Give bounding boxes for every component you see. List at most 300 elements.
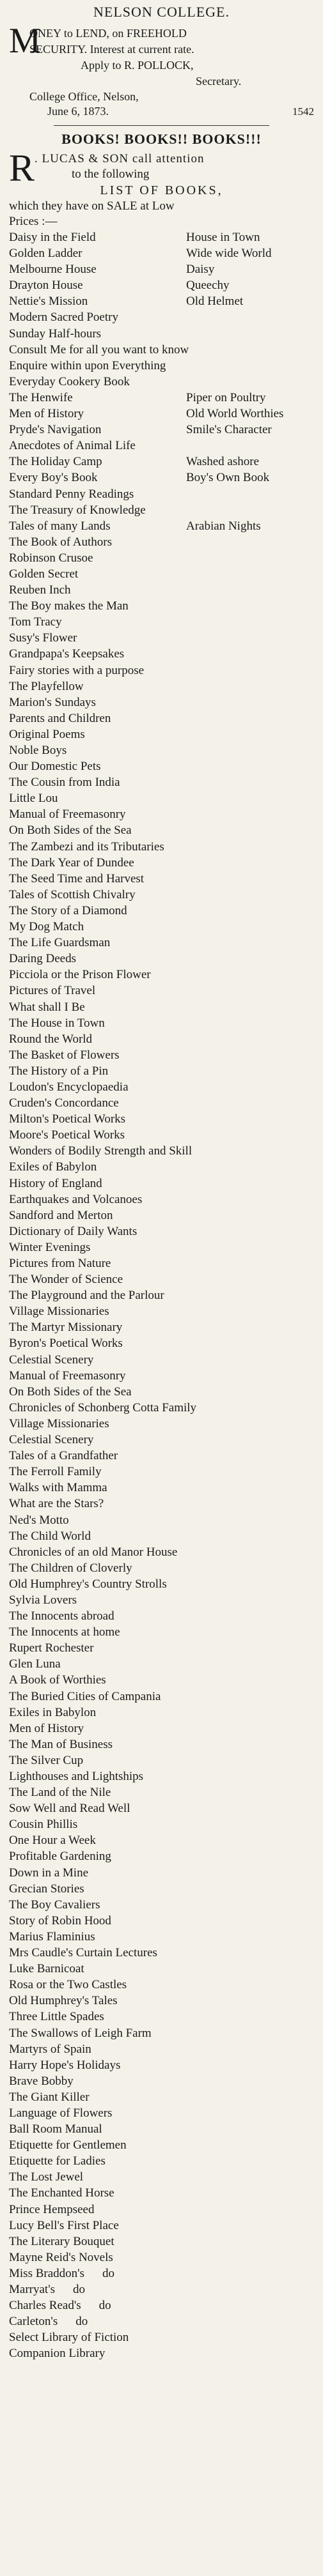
- list-item: [9, 2009, 314, 2025]
- book-title: Ball Room Manual: [9, 2122, 102, 2136]
- list-item: [9, 1736, 314, 1752]
- list-item: [9, 710, 314, 726]
- list-item: [9, 1961, 314, 1977]
- list-item: [9, 1512, 314, 1528]
- college-advertisement: [9, 4, 314, 119]
- list-item: [9, 342, 314, 358]
- book-title: Cousin Phillis: [9, 1818, 78, 1832]
- list-item: [9, 646, 314, 662]
- book-title: The Playground and the Parlour: [9, 1289, 164, 1303]
- list-item: [9, 935, 314, 951]
- book-title: Fairy stories with a purpose: [9, 663, 145, 677]
- book-title-second: Arabian Nights: [186, 519, 261, 533]
- list-item: [9, 2169, 314, 2185]
- list-item: [9, 1271, 314, 1287]
- book-title: Brave Bobby: [9, 2074, 74, 2088]
- book-title: The Innocents at home: [9, 1625, 120, 1639]
- list-item: [9, 1528, 314, 1544]
- book-title: Earthquakes and Volcanoes: [9, 1192, 143, 1206]
- list-item: [9, 358, 314, 374]
- list-item: [9, 1592, 314, 1608]
- list-item: [9, 502, 314, 518]
- book-title: Glen Luna: [9, 1657, 61, 1671]
- list-item: [9, 1496, 314, 1512]
- book-title: Martyrs of Spain: [9, 2042, 91, 2056]
- list-item: [9, 887, 314, 903]
- book-title: Round the World: [9, 1032, 93, 1046]
- list-item: [9, 1608, 314, 1624]
- list-item: [9, 758, 314, 774]
- book-title: Charles Read's: [9, 2299, 81, 2313]
- college-heading: NELSON COLLEGE.: [93, 4, 230, 20]
- list-item: [9, 1576, 314, 1592]
- book-title: Susy's Flower: [9, 631, 77, 645]
- list-item: [9, 1544, 314, 1560]
- list-item: [9, 1656, 314, 1672]
- book-title: What are the Stars?: [9, 1497, 104, 1511]
- book-title: Dictionary of Daily Wants: [9, 1224, 138, 1238]
- book-title: One Hour a Week: [9, 1834, 96, 1848]
- book-title: Etiquette for Ladies: [9, 2154, 106, 2168]
- book-title-second: Piper on Poultry: [186, 390, 266, 404]
- book-title: What shall I Be: [9, 1000, 85, 1014]
- list-item: [9, 1143, 314, 1159]
- list-item: [9, 598, 314, 614]
- loan-line-2: SECURITY. Interest at current rate.: [29, 43, 194, 56]
- list-item: [9, 2266, 314, 2281]
- list-item: [9, 486, 314, 502]
- book-title: Sandford and Merton: [9, 1208, 113, 1222]
- list-item: [9, 470, 314, 486]
- list-item: [9, 454, 314, 470]
- list-item: [9, 1239, 314, 1255]
- book-title: Noble Boys: [9, 744, 67, 757]
- book-title: Marion's Sundays: [9, 695, 96, 709]
- book-title: Celestial Scenery: [9, 1353, 94, 1367]
- list-item: [9, 1993, 314, 2009]
- list-item: [9, 550, 314, 566]
- list-item: [9, 1127, 314, 1143]
- list-item: [9, 1400, 314, 1416]
- list-item: [9, 2041, 314, 2057]
- loan-notice: [9, 21, 314, 89]
- list-item: [9, 1480, 314, 1496]
- lead-line-2: to the following: [72, 167, 150, 181]
- book-title: The Cousin from India: [9, 776, 120, 790]
- book-title: On Both Sides of the Sea: [9, 1384, 132, 1399]
- book-title: Our Domestic Pets: [9, 760, 101, 774]
- list-item: [9, 839, 314, 855]
- list-item: [9, 566, 314, 582]
- list-item: [9, 694, 314, 710]
- list-item: [9, 2250, 314, 2266]
- list-item: [9, 806, 314, 822]
- date-line: June 6, 1873.: [47, 105, 109, 118]
- book-title: Manual of Freemasonry: [9, 1368, 126, 1383]
- book-title: The Zambezi and its Tributaries: [9, 839, 164, 854]
- book-title: Marius Flaminius: [9, 1929, 95, 1943]
- book-title: Pictures from Nature: [9, 1257, 111, 1270]
- book-title: Etiquette for Gentlemen: [9, 2138, 127, 2152]
- list-item: [9, 1319, 314, 1335]
- book-title: The Dark Year of Dundee: [9, 855, 134, 870]
- list-item: [9, 1721, 314, 1736]
- list-item: [9, 261, 314, 277]
- book-title: The Man of Business: [9, 1737, 113, 1751]
- list-item: [9, 1079, 314, 1095]
- book-title: Walks with Mamma: [9, 1481, 107, 1495]
- list-item: [9, 2057, 314, 2073]
- book-title: The House in Town: [9, 1016, 105, 1030]
- book-title-second: Boy's Own Book: [186, 471, 270, 485]
- book-title: The Child World: [9, 1529, 91, 1543]
- list-item: [9, 614, 314, 630]
- list-item: [9, 229, 314, 245]
- list-item: [9, 1848, 314, 1864]
- list-item: [9, 2281, 314, 2297]
- list-item: [9, 277, 314, 293]
- list-item: [9, 438, 314, 454]
- book-title: Three Little Spades: [9, 2010, 104, 2024]
- list-item: [9, 999, 314, 1015]
- list-item: [9, 951, 314, 967]
- list-item: [9, 822, 314, 838]
- book-title: The Land of the Nile: [9, 1786, 111, 1800]
- book-title: Golden Secret: [9, 567, 79, 581]
- book-title-second: Washed ashore: [186, 455, 260, 469]
- list-item: [9, 1768, 314, 1784]
- list-item: [9, 742, 314, 758]
- section-divider: [54, 125, 269, 126]
- book-title: The Wonder of Science: [9, 1273, 123, 1287]
- book-title: Every Boy's Book: [9, 471, 98, 485]
- intro-text: [9, 199, 314, 229]
- ditto-mark: do: [75, 2315, 88, 2329]
- book-title: Moore's Poetical Works: [9, 1128, 125, 1142]
- list-item: [9, 1832, 314, 1848]
- book-title: Manual of Freemasonry: [9, 808, 126, 822]
- book-title-second: Wide wide World: [186, 247, 272, 261]
- book-title: Daring Deeds: [9, 952, 76, 966]
- list-item: [9, 326, 314, 342]
- book-title: The Silver Cup: [9, 1753, 84, 1767]
- book-title: Enquire within upon Everything: [9, 358, 166, 372]
- book-title: Robinson Crusoe: [9, 551, 93, 565]
- book-title-second: Smile's Character: [186, 423, 272, 437]
- book-title: Rupert Rochester: [9, 1641, 94, 1655]
- list-item: [9, 1416, 314, 1432]
- book-title: A Book of Worthies: [9, 1673, 106, 1687]
- office-line: College Office, Nelson,: [29, 90, 139, 103]
- list-item: [9, 2297, 314, 2313]
- book-title: The Lost Jewel: [9, 2170, 84, 2184]
- book-title: Consult Me for all you want to know: [9, 342, 189, 356]
- book-title: The Story of a Diamond: [9, 903, 127, 917]
- book-title: Exiles of Babylon: [9, 1160, 97, 1174]
- book-title: Mayne Reid's Novels: [9, 2250, 113, 2264]
- ditto-mark: do: [73, 2283, 86, 2296]
- book-title: Lucy Bell's First Place: [9, 2218, 119, 2232]
- list-item: [9, 1705, 314, 1721]
- list-item: [9, 2153, 314, 2169]
- list-item: [9, 1897, 314, 1913]
- list-item: [9, 1192, 314, 1208]
- list-item: [9, 2202, 314, 2218]
- book-title: The Treasury of Knowledge: [9, 503, 146, 517]
- book-title: Ned's Motto: [9, 1513, 69, 1527]
- list-item: [9, 1624, 314, 1640]
- list-item: [9, 1913, 314, 1929]
- book-title: Sunday Half-hours: [9, 326, 102, 341]
- book-title: Nettie's Mission: [9, 295, 88, 309]
- book-title: The Swallows of Leigh Farm: [9, 2026, 152, 2040]
- list-item: [9, 1015, 314, 1031]
- loan-line-1: ONEY to LEND, on FREEHOLD: [29, 27, 187, 40]
- book-title: Men of History: [9, 1721, 84, 1735]
- list-item: [9, 630, 314, 646]
- list-item: [9, 1111, 314, 1127]
- ditto-mark: do: [98, 2299, 111, 2313]
- list-item: [9, 919, 314, 935]
- list-item: [9, 2073, 314, 2089]
- list-item: [9, 967, 314, 983]
- book-title: The Book of Authors: [9, 535, 112, 549]
- ditto-mark: do: [102, 2266, 114, 2280]
- list-item: [9, 871, 314, 887]
- list-item: [9, 2185, 314, 2201]
- list-item: [9, 983, 314, 999]
- list-item: [9, 374, 314, 390]
- books-advertisement: [9, 131, 314, 2361]
- book-title: Companion Library: [9, 2347, 106, 2361]
- list-item: [9, 1384, 314, 1400]
- list-item: [9, 1464, 314, 1480]
- list-item: [9, 1432, 314, 1448]
- book-title: Original Poems: [9, 727, 85, 741]
- book-title: Select Library of Fiction: [9, 2331, 129, 2345]
- list-item: [9, 1945, 314, 1961]
- book-title: Standard Penny Readings: [9, 487, 134, 501]
- book-title: Celestial Scenery: [9, 1433, 94, 1447]
- list-item: [9, 2025, 314, 2041]
- book-title: The History of a Pin: [9, 1064, 109, 1078]
- lucas-lead: [9, 147, 314, 189]
- list-item: [9, 309, 314, 325]
- list-item: [9, 2137, 314, 2153]
- list-item: [9, 1929, 314, 1945]
- book-title: Village Missionaries: [9, 1416, 109, 1430]
- book-title: Miss Braddon's: [9, 2266, 84, 2280]
- list-item: [9, 2121, 314, 2137]
- list-item: [9, 1208, 314, 1223]
- book-title: Chronicles of an old Manor House: [9, 1545, 178, 1559]
- book-title: Winter Evenings: [9, 1240, 91, 1254]
- lead-line-1: . LUCAS & SON call attention: [35, 152, 205, 165]
- list-item: [9, 2105, 314, 2121]
- book-title: Grandpapa's Keepsakes: [9, 647, 125, 661]
- list-item: [9, 2234, 314, 2250]
- book-title: The Boy makes the Man: [9, 599, 129, 613]
- book-title: Village Missionaries: [9, 1305, 109, 1319]
- book-title: Tales of a Grandfather: [9, 1449, 118, 1463]
- list-item: [9, 582, 314, 598]
- book-title: Anecdotes of Animal Life: [9, 439, 136, 453]
- book-title: Story of Robin Hood: [9, 1913, 111, 1928]
- list-item: [9, 1047, 314, 1063]
- book-title: Tales of Scottish Chivalry: [9, 887, 136, 901]
- list-item: [9, 1223, 314, 1239]
- list-item: [9, 1640, 314, 1656]
- list-item: [9, 1031, 314, 1047]
- ad-number: 1542: [292, 105, 314, 118]
- book-title: Golden Ladder: [9, 247, 83, 261]
- book-title: Daisy in the Field: [9, 231, 96, 244]
- list-item: [9, 2329, 314, 2345]
- list-item: [9, 1352, 314, 1368]
- list-item: [9, 1881, 314, 1897]
- list-item: [9, 1335, 314, 1351]
- list-item: [9, 390, 314, 406]
- book-title: Drayton House: [9, 279, 83, 293]
- intro-line-1: which they have on SALE at Low: [9, 199, 175, 213]
- book-title: Modern Sacred Poetry: [9, 310, 118, 325]
- list-item: [9, 1689, 314, 1705]
- book-title: Melbourne House: [9, 263, 97, 277]
- list-item: [9, 1784, 314, 1800]
- book-title: Little Lou: [9, 792, 58, 806]
- book-title: The Literary Bouquet: [9, 2234, 114, 2248]
- book-title: Parents and Children: [9, 711, 111, 725]
- book-title: Lighthouses and Lightships: [9, 1770, 144, 1783]
- list-item: [9, 1176, 314, 1192]
- book-title: Pryde's Navigation: [9, 423, 102, 437]
- book-title: Everyday Cookery Book: [9, 374, 130, 388]
- book-title: The Henwife: [9, 390, 73, 404]
- list-item: [9, 1752, 314, 1768]
- book-title-second: House in Town: [186, 231, 260, 244]
- list-item: [9, 1368, 314, 1384]
- list-item: [9, 1287, 314, 1303]
- book-title: Down in a Mine: [9, 1866, 89, 1880]
- list-item: [9, 1800, 314, 1816]
- book-title: Language of Flowers: [9, 2106, 113, 2120]
- list-item: [9, 2345, 314, 2361]
- book-title: The Buried Cities of Campania: [9, 1689, 161, 1703]
- dropcap-m: M: [9, 21, 41, 61]
- intro-line-2: Prices :—: [9, 215, 58, 228]
- book-title: The Children of Cloverly: [9, 1561, 132, 1575]
- book-title: Luke Barnicoat: [9, 1962, 84, 1976]
- book-title: The Life Guardsman: [9, 936, 111, 950]
- list-item: [9, 1977, 314, 1993]
- book-title: The Giant Killer: [9, 2090, 90, 2104]
- list-item: [9, 726, 314, 742]
- book-list: [9, 229, 314, 2361]
- book-title: The Holiday Camp: [9, 455, 102, 469]
- book-title: The Boy Cavaliers: [9, 1897, 100, 1912]
- book-title: Old Humphrey's Tales: [9, 1994, 118, 2008]
- book-title: Men of History: [9, 407, 84, 421]
- loan-line-3: Apply to R. POLLOCK,: [81, 59, 194, 72]
- book-title: Tom Tracy: [9, 615, 62, 629]
- book-title: The Playfellow: [9, 679, 84, 693]
- book-title: The Enchanted Horse: [9, 2186, 114, 2200]
- book-title: Sylvia Lovers: [9, 1593, 77, 1607]
- list-item: [9, 1672, 314, 1688]
- book-title-second: Queechy: [186, 279, 230, 293]
- list-item: [9, 518, 314, 534]
- book-title: Loudon's Encyclopaedia: [9, 1080, 129, 1094]
- book-title: Rosa or the Two Castles: [9, 1978, 127, 1992]
- list-item: [9, 855, 314, 871]
- list-item: [9, 774, 314, 790]
- list-item: [9, 245, 314, 261]
- book-title: Byron's Poetical Works: [9, 1337, 123, 1351]
- list-item: [9, 1255, 314, 1271]
- office-info: [9, 89, 314, 119]
- list-item: [9, 1095, 314, 1111]
- list-item: [9, 1448, 314, 1464]
- book-title: Reuben Inch: [9, 583, 71, 597]
- list-item: [9, 678, 314, 694]
- list-title: LIST OF BOOKS,: [100, 183, 223, 197]
- list-item: [9, 663, 314, 678]
- list-item: [9, 1560, 314, 1576]
- book-title: The Ferroll Family: [9, 1465, 102, 1479]
- book-title: Prince Hempseed: [9, 2202, 95, 2216]
- book-title: The Martyr Missionary: [9, 1321, 123, 1335]
- list-item: [9, 422, 314, 438]
- book-title: Carleton's: [9, 2315, 58, 2329]
- list-item: [9, 534, 314, 550]
- books-heading: BOOKS! BOOKS!! BOOKS!!!: [61, 131, 262, 147]
- list-item: [9, 1865, 314, 1881]
- list-item: [9, 1816, 314, 1832]
- book-title: Profitable Gardening: [9, 1850, 111, 1864]
- book-title: On Both Sides of the Sea: [9, 824, 132, 838]
- book-title-second: Old Helmet: [186, 295, 244, 309]
- book-title-second: Old World Worthies: [186, 407, 284, 421]
- book-title: Exiles in Babylon: [9, 1705, 97, 1719]
- list-item: [9, 2218, 314, 2234]
- list-item: [9, 1159, 314, 1175]
- list-item: [9, 903, 314, 919]
- dropcap-r: R: [9, 147, 35, 189]
- book-title: Picciola or the Prison Flower: [9, 968, 151, 982]
- book-title: Grecian Stories: [9, 1882, 84, 1896]
- book-title: Old Humphrey's Country Strolls: [9, 1577, 167, 1591]
- list-item: [9, 1063, 314, 1079]
- book-title: Cruden's Concordance: [9, 1096, 119, 1110]
- list-item: [9, 790, 314, 806]
- list-item: [9, 1303, 314, 1319]
- book-title: Chronicles of Schonberg Cotta Family: [9, 1400, 197, 1414]
- list-item: [9, 2089, 314, 2105]
- list-item: [9, 293, 314, 309]
- book-title: History of England: [9, 1176, 102, 1190]
- list-item: [9, 2313, 314, 2329]
- book-title: Mrs Caudle's Curtain Lectures: [9, 1946, 157, 1960]
- book-title: The Basket of Flowers: [9, 1048, 120, 1062]
- book-title: Sow Well and Read Well: [9, 1802, 130, 1816]
- signature-role: Secretary.: [196, 75, 242, 88]
- book-title: Harry Hope's Holidays: [9, 2058, 121, 2072]
- book-title: Milton's Poetical Works: [9, 1112, 126, 1126]
- book-title: Wonders of Bodily Strength and Skill: [9, 1144, 193, 1158]
- book-title: The Seed Time and Harvest: [9, 871, 145, 885]
- book-title-second: Daisy: [186, 263, 215, 277]
- book-title: My Dog Match: [9, 920, 84, 934]
